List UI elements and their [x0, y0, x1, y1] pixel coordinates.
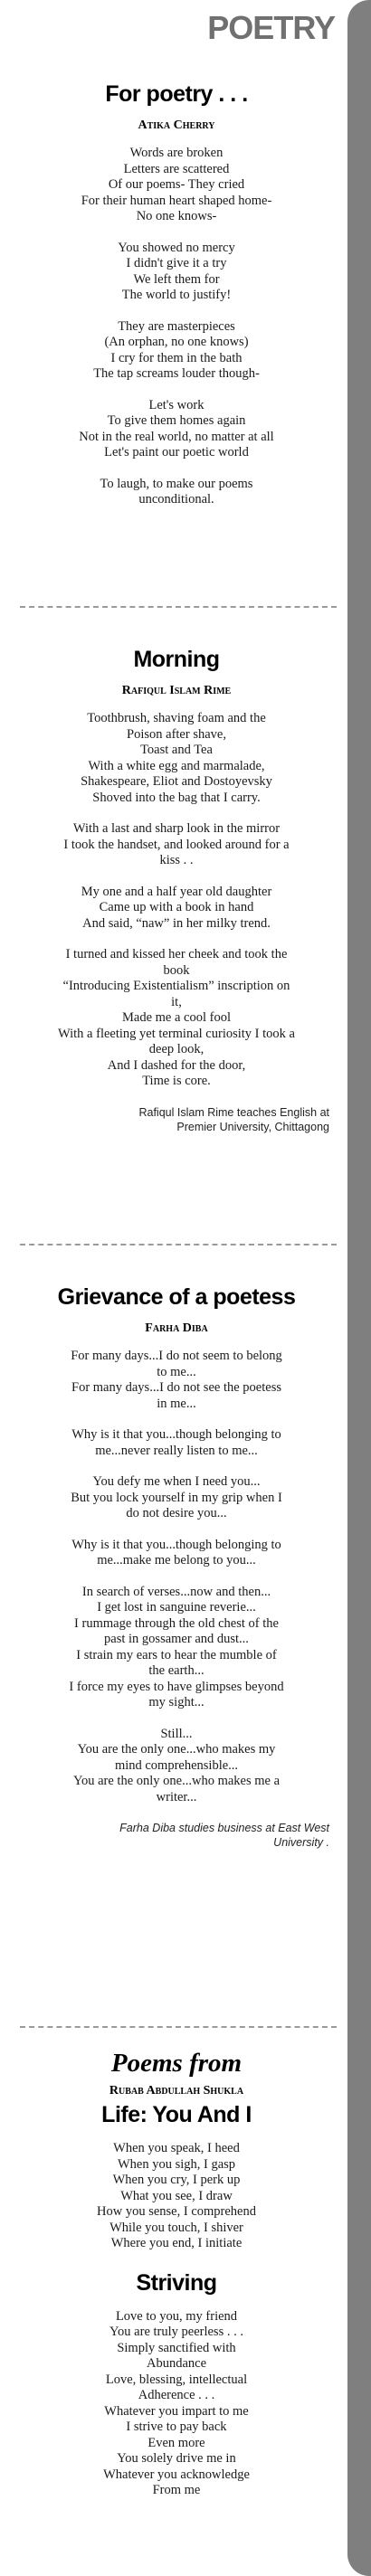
poem-author: Atika Cherry	[138, 118, 215, 132]
poem-author: Farha Diba	[145, 1321, 208, 1335]
poems-from-author: Rubab Abdullah Shukla	[109, 2084, 244, 2098]
side-tab	[347, 0, 371, 2576]
poem-title: For poetry . . .	[105, 81, 248, 107]
stanza: Love to you, my friend You are truly peerless . . . Simply sanctified with Abundance Love, blessing, intellectual Adherence . . . Whatever you impart to me I strive to pay back Even more You solely drive me in Whatever you acknowledge From me	[103, 2308, 250, 2497]
author-bio: Farha Diba studies business at East West University .	[119, 1822, 329, 1849]
stanza: For many days...I do not seem to belong to me... For many days...I do not see the poetess in me...	[71, 1349, 282, 1411]
poem-title: Life: You And I	[101, 2102, 252, 2127]
section-heading: POETRY	[207, 9, 335, 46]
stanza: You showed no mercy I didn't give it a try We left them for The world to justify!	[118, 240, 235, 302]
stanza: To laugh, to make our poems unconditional.	[100, 476, 253, 507]
poem-for-poetry	[9, 81, 344, 524]
stanza: With a last and sharp look in the mirror I took the handset, and looked around for a kiss . .	[63, 821, 290, 867]
poem-morning	[9, 647, 344, 1134]
stanza: Let's work To give them homes again Not in the real world, no matter at all Let's paint our poetic world	[79, 397, 274, 459]
poem-title: Morning	[133, 647, 220, 672]
poem-title: Grievance of a poetess	[57, 1284, 296, 1310]
separator	[20, 2026, 337, 2028]
stanza: In search of verses...now and then... I get lost in sanguine reverie... I rummage through the old chest of the past in gossamer and dust... I strain my ears to hear the mumble of the earth... I force my eyes to have glimpses beyond my sight...	[69, 1584, 284, 1709]
stanza: When you speak, I heed When you sigh, I gasp When you cry, I perk up What you see, I draw How you sense, I comprehend While you touch, I shiver Where you end, I initiate	[97, 2141, 256, 2250]
stanza: Toothbrush, shaving foam and the Poison after shave, Toast and Tea With a white egg and marmalade, Shakespeare, Eliot and Dostoyevsky Shoved into the bag that I carry.	[81, 711, 272, 805]
poems-from-heading: Poems from	[110, 2049, 243, 2078]
stanza: I turned and kissed her cheek and took the book “Introducing Existentialism” inscription on it, Made me a cool fool With a fleeting yet terminal curiosity I took a deep look, And I dashed for the door, Time is core.	[58, 947, 295, 1088]
separator	[20, 1244, 337, 1245]
stanza: Why is it that you...though belonging to me...never really listen to me...	[71, 1427, 281, 1458]
stanza: Why is it that you...though belonging to me...make me belong to you...	[71, 1537, 281, 1567]
author-bio: Rafiqul Islam Rime teaches English at Premier University, Chittagong	[138, 1105, 329, 1133]
poems-from-section	[9, 2049, 344, 2514]
poem-grievance	[9, 1284, 344, 1850]
separator	[20, 606, 337, 608]
poem-author: Rafiqul Islam Rime	[121, 684, 232, 697]
stanza: Words are broken Letters are scattered Of our poems- They cried For their human heart shaped home- No one knows-	[81, 146, 272, 223]
stanza: Still... You are the only one...who makes my mind comprehensible... You are the only one...who makes me a writer...	[72, 1726, 281, 1804]
poem-title: Striving	[136, 2269, 217, 2296]
stanza: You defy me when I need you... But you lock yourself in my grip when I do not desire you...	[71, 1474, 282, 1520]
stanza: They are masterpieces (An orphan, no one knows) I cry for them in the bath The tap screams louder though-	[93, 318, 260, 381]
stanza: My one and a half year old daughter Came up with a book in hand And said, “naw” in her milky trend.	[81, 884, 272, 931]
